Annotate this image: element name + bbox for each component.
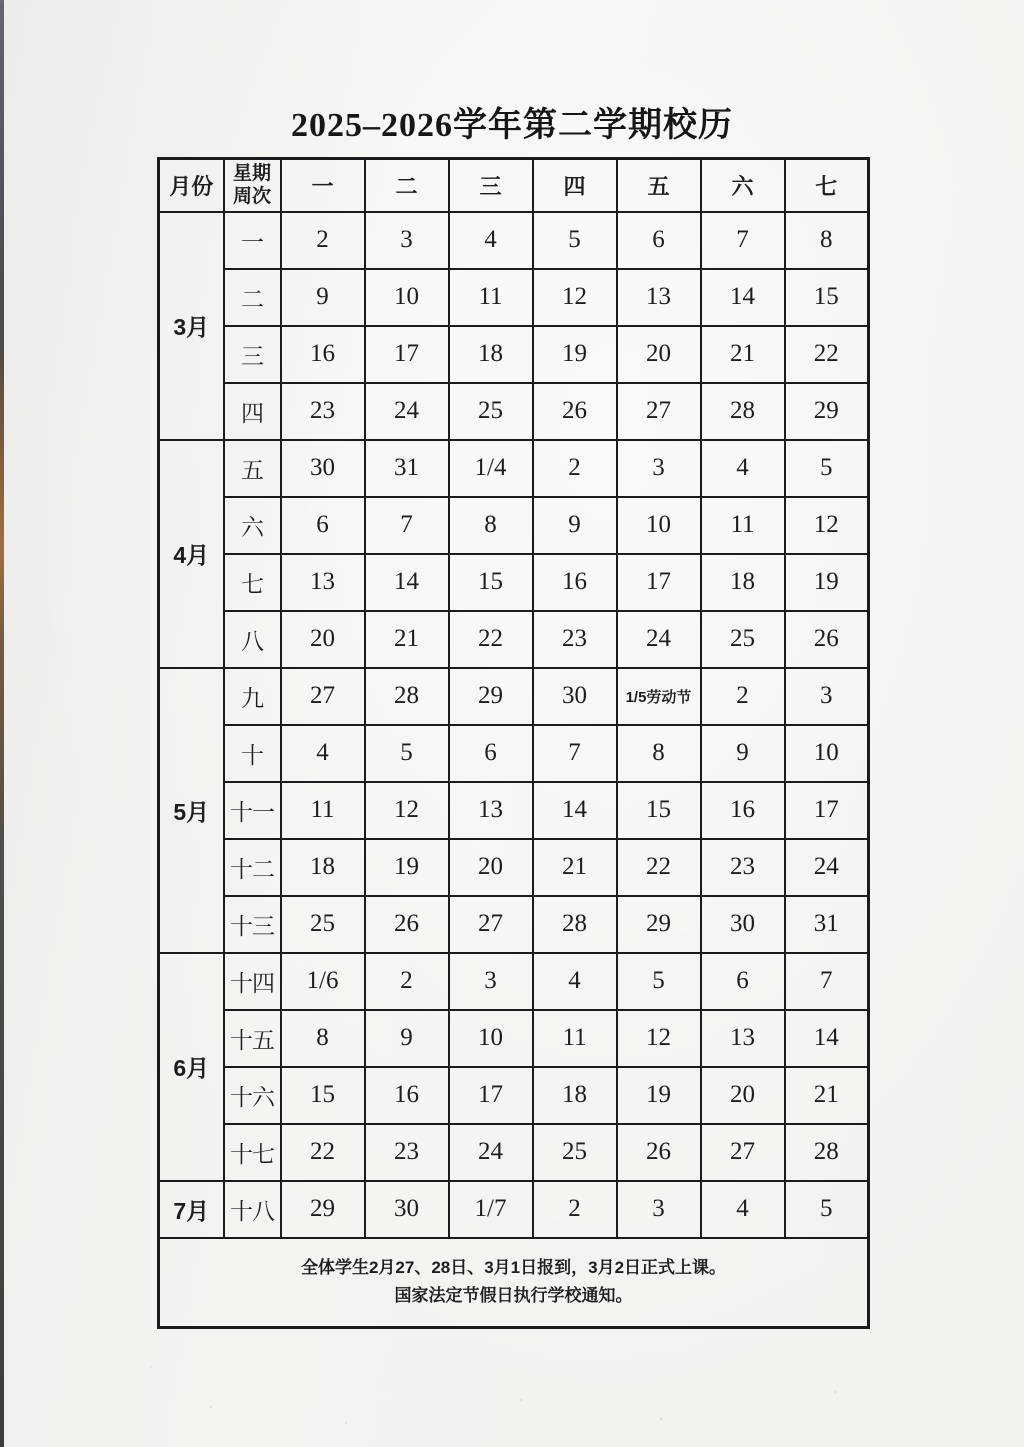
week-header-line2: 周次 [232, 186, 271, 208]
day-cell: 8 [785, 212, 869, 269]
week-number-cell: 十八 [224, 1181, 281, 1238]
day-cell: 29 [449, 668, 533, 725]
note-line-2: 国家法定节假日执行学校通知。 [394, 1286, 633, 1306]
day-cell: 23 [365, 1124, 449, 1181]
calendar-footer [159, 1238, 869, 1328]
day-cell: 5 [785, 440, 869, 497]
scan-noise [0, 0, 2, 2]
day-cell: 24 [449, 1124, 533, 1181]
day-cell: 19 [617, 1067, 701, 1124]
day-cell: 3 [785, 668, 869, 725]
day-header-sat: 六 [701, 159, 785, 212]
day-cell: 30 [533, 668, 617, 725]
day-cell: 11 [701, 497, 785, 554]
day-cell: 17 [617, 554, 701, 611]
week-number-cell: 六 [224, 497, 281, 554]
day-cell: 18 [449, 326, 533, 383]
day-cell: 7 [785, 953, 869, 1010]
day-cell: 4 [281, 725, 365, 782]
week-number-cell: 十二 [224, 839, 281, 896]
day-cell: 10 [449, 1010, 533, 1067]
day-cell: 28 [365, 668, 449, 725]
day-cell: 2 [365, 953, 449, 1010]
day-cell: 26 [365, 896, 449, 953]
school-calendar-table [157, 157, 870, 1329]
week-number-cell: 七 [224, 554, 281, 611]
calendar-week-row [159, 554, 869, 611]
day-cell: 11 [449, 269, 533, 326]
day-cell: 31 [785, 896, 869, 953]
calendar-week-row [159, 953, 869, 1010]
day-cell: 24 [617, 611, 701, 668]
calendar-week-row [159, 668, 869, 725]
day-cell: 24 [365, 383, 449, 440]
day-cell: 15 [785, 269, 869, 326]
day-cell: 8 [617, 725, 701, 782]
header-row [159, 159, 869, 212]
day-cell: 26 [785, 611, 869, 668]
calendar-week-row [159, 269, 869, 326]
day-header-wed: 三 [449, 159, 533, 212]
calendar-week-row [159, 1067, 869, 1124]
day-cell: 22 [449, 611, 533, 668]
day-cell: 7 [701, 212, 785, 269]
calendar-week-row [159, 1181, 869, 1238]
day-cell: 7 [365, 497, 449, 554]
day-cell: 17 [365, 326, 449, 383]
day-cell: 21 [785, 1067, 869, 1124]
day-cell: 11 [281, 782, 365, 839]
day-cell: 15 [617, 782, 701, 839]
day-cell: 6 [617, 212, 701, 269]
day-cell: 30 [701, 896, 785, 953]
day-cell: 2 [281, 212, 365, 269]
day-cell: 13 [701, 1010, 785, 1067]
day-cell: 6 [449, 725, 533, 782]
month-cell: 6月 [159, 953, 224, 1181]
week-number-cell: 五 [224, 440, 281, 497]
day-cell: 3 [617, 440, 701, 497]
day-cell: 29 [785, 383, 869, 440]
day-cell: 12 [785, 497, 869, 554]
day-cell: 27 [617, 383, 701, 440]
calendar-body [159, 212, 869, 1238]
day-cell: 2 [533, 440, 617, 497]
day-cell: 4 [701, 1181, 785, 1238]
day-header-mon: 一 [281, 159, 365, 212]
day-cell: 18 [533, 1067, 617, 1124]
week-header-line1: 星期 [232, 163, 271, 185]
month-cell: 7月 [159, 1181, 224, 1238]
day-cell: 16 [365, 1067, 449, 1124]
calendar-week-row [159, 383, 869, 440]
day-cell: 9 [281, 269, 365, 326]
day-cell: 15 [281, 1067, 365, 1124]
day-cell: 4 [701, 440, 785, 497]
calendar-week-row [159, 212, 869, 269]
day-cell: 14 [701, 269, 785, 326]
day-cell: 10 [785, 725, 869, 782]
day-cell: 16 [701, 782, 785, 839]
calendar-week-row [159, 1010, 869, 1067]
day-cell: 4 [533, 953, 617, 1010]
day-cell: 21 [533, 839, 617, 896]
day-cell: 27 [281, 668, 365, 725]
calendar-week-row [159, 1124, 869, 1181]
week-number-cell: 二 [224, 269, 281, 326]
day-cell: 19 [533, 326, 617, 383]
day-cell: 1/7 [449, 1181, 533, 1238]
day-cell: 25 [281, 896, 365, 953]
day-cell: 13 [281, 554, 365, 611]
day-cell: 10 [617, 497, 701, 554]
day-cell: 26 [617, 1124, 701, 1181]
week-number-cell: 十七 [224, 1124, 281, 1181]
day-cell: 12 [533, 269, 617, 326]
day-cell: 23 [281, 383, 365, 440]
day-cell: 5 [365, 725, 449, 782]
day-cell: 11 [533, 1010, 617, 1067]
week-number-cell: 一 [224, 212, 281, 269]
day-cell: 2 [701, 668, 785, 725]
month-cell: 5月 [159, 668, 224, 953]
day-cell: 7 [533, 725, 617, 782]
day-cell: 6 [281, 497, 365, 554]
day-cell: 13 [449, 782, 533, 839]
week-number-cell: 十 [224, 725, 281, 782]
week-column-header [224, 159, 281, 212]
week-number-cell: 十三 [224, 896, 281, 953]
day-cell: 19 [365, 839, 449, 896]
day-cell: 15 [449, 554, 533, 611]
day-cell: 28 [533, 896, 617, 953]
calendar-week-row [159, 611, 869, 668]
week-number-cell: 十四 [224, 953, 281, 1010]
day-cell: 9 [701, 725, 785, 782]
day-cell: 22 [785, 326, 869, 383]
day-cell: 20 [449, 839, 533, 896]
calendar-week-row [159, 839, 869, 896]
day-cell: 12 [365, 782, 449, 839]
day-cell: 3 [617, 1181, 701, 1238]
week-number-cell: 四 [224, 383, 281, 440]
day-cell: 18 [701, 554, 785, 611]
week-number-cell: 八 [224, 611, 281, 668]
notes-cell [159, 1238, 869, 1328]
day-cell: 3 [365, 212, 449, 269]
day-cell: 30 [281, 440, 365, 497]
day-header-fri: 五 [617, 159, 701, 212]
day-cell: 25 [701, 611, 785, 668]
day-cell: 16 [281, 326, 365, 383]
day-cell: 24 [785, 839, 869, 896]
week-number-cell: 三 [224, 326, 281, 383]
page-title: 2025–2026学年第二学期校历 [291, 107, 733, 144]
day-cell: 21 [365, 611, 449, 668]
month-cell: 4月 [159, 440, 224, 668]
calendar-week-row [159, 725, 869, 782]
day-cell: 3 [449, 953, 533, 1010]
day-cell: 29 [617, 896, 701, 953]
day-cell: 25 [533, 1124, 617, 1181]
day-cell: 5 [617, 953, 701, 1010]
day-cell: 20 [281, 611, 365, 668]
day-cell: 14 [785, 1010, 869, 1067]
calendar-week-row [159, 497, 869, 554]
day-cell: 21 [701, 326, 785, 383]
holiday-day-cell: 1/5劳动节 [617, 668, 701, 725]
day-cell: 23 [533, 611, 617, 668]
day-cell: 14 [365, 554, 449, 611]
month-column-header: 月份 [159, 159, 224, 212]
day-cell: 20 [701, 1067, 785, 1124]
notes-row [159, 1238, 869, 1328]
day-cell: 12 [617, 1010, 701, 1067]
day-cell: 6 [701, 953, 785, 1010]
day-cell: 28 [701, 383, 785, 440]
day-cell: 1/6 [281, 953, 365, 1010]
day-cell: 27 [449, 896, 533, 953]
day-cell: 22 [281, 1124, 365, 1181]
calendar-week-row [159, 896, 869, 953]
week-number-cell: 十五 [224, 1010, 281, 1067]
day-header-sun: 七 [785, 159, 869, 212]
week-number-cell: 十一 [224, 782, 281, 839]
day-cell: 8 [281, 1010, 365, 1067]
day-cell: 9 [533, 497, 617, 554]
day-cell: 25 [449, 383, 533, 440]
day-cell: 23 [701, 839, 785, 896]
day-cell: 9 [365, 1010, 449, 1067]
day-cell: 20 [617, 326, 701, 383]
week-number-cell: 十六 [224, 1067, 281, 1124]
day-cell: 28 [785, 1124, 869, 1181]
day-cell: 16 [533, 554, 617, 611]
day-cell: 26 [533, 383, 617, 440]
day-cell: 22 [617, 839, 701, 896]
day-cell: 17 [449, 1067, 533, 1124]
day-header-tue: 二 [365, 159, 449, 212]
day-cell: 30 [365, 1181, 449, 1238]
note-line-1: 全体学生2月27、28日、3月1日报到，3月2日正式上课。 [300, 1258, 727, 1278]
day-cell: 19 [785, 554, 869, 611]
day-cell: 8 [449, 497, 533, 554]
calendar-week-row [159, 782, 869, 839]
day-cell: 18 [281, 839, 365, 896]
day-cell: 27 [701, 1124, 785, 1181]
month-cell: 3月 [159, 212, 224, 440]
day-cell: 29 [281, 1181, 365, 1238]
scan-edge-artifact [0, 0, 4, 1447]
day-cell: 4 [449, 212, 533, 269]
day-cell: 13 [617, 269, 701, 326]
day-cell: 1/4 [449, 440, 533, 497]
calendar-week-row [159, 440, 869, 497]
day-cell: 17 [785, 782, 869, 839]
week-number-cell: 九 [224, 668, 281, 725]
calendar-week-row [159, 326, 869, 383]
calendar-header [159, 159, 869, 212]
day-cell: 31 [365, 440, 449, 497]
day-cell: 14 [533, 782, 617, 839]
day-header-thu: 四 [533, 159, 617, 212]
day-cell: 2 [533, 1181, 617, 1238]
day-cell: 10 [365, 269, 449, 326]
day-cell: 5 [533, 212, 617, 269]
day-cell: 5 [785, 1181, 869, 1238]
